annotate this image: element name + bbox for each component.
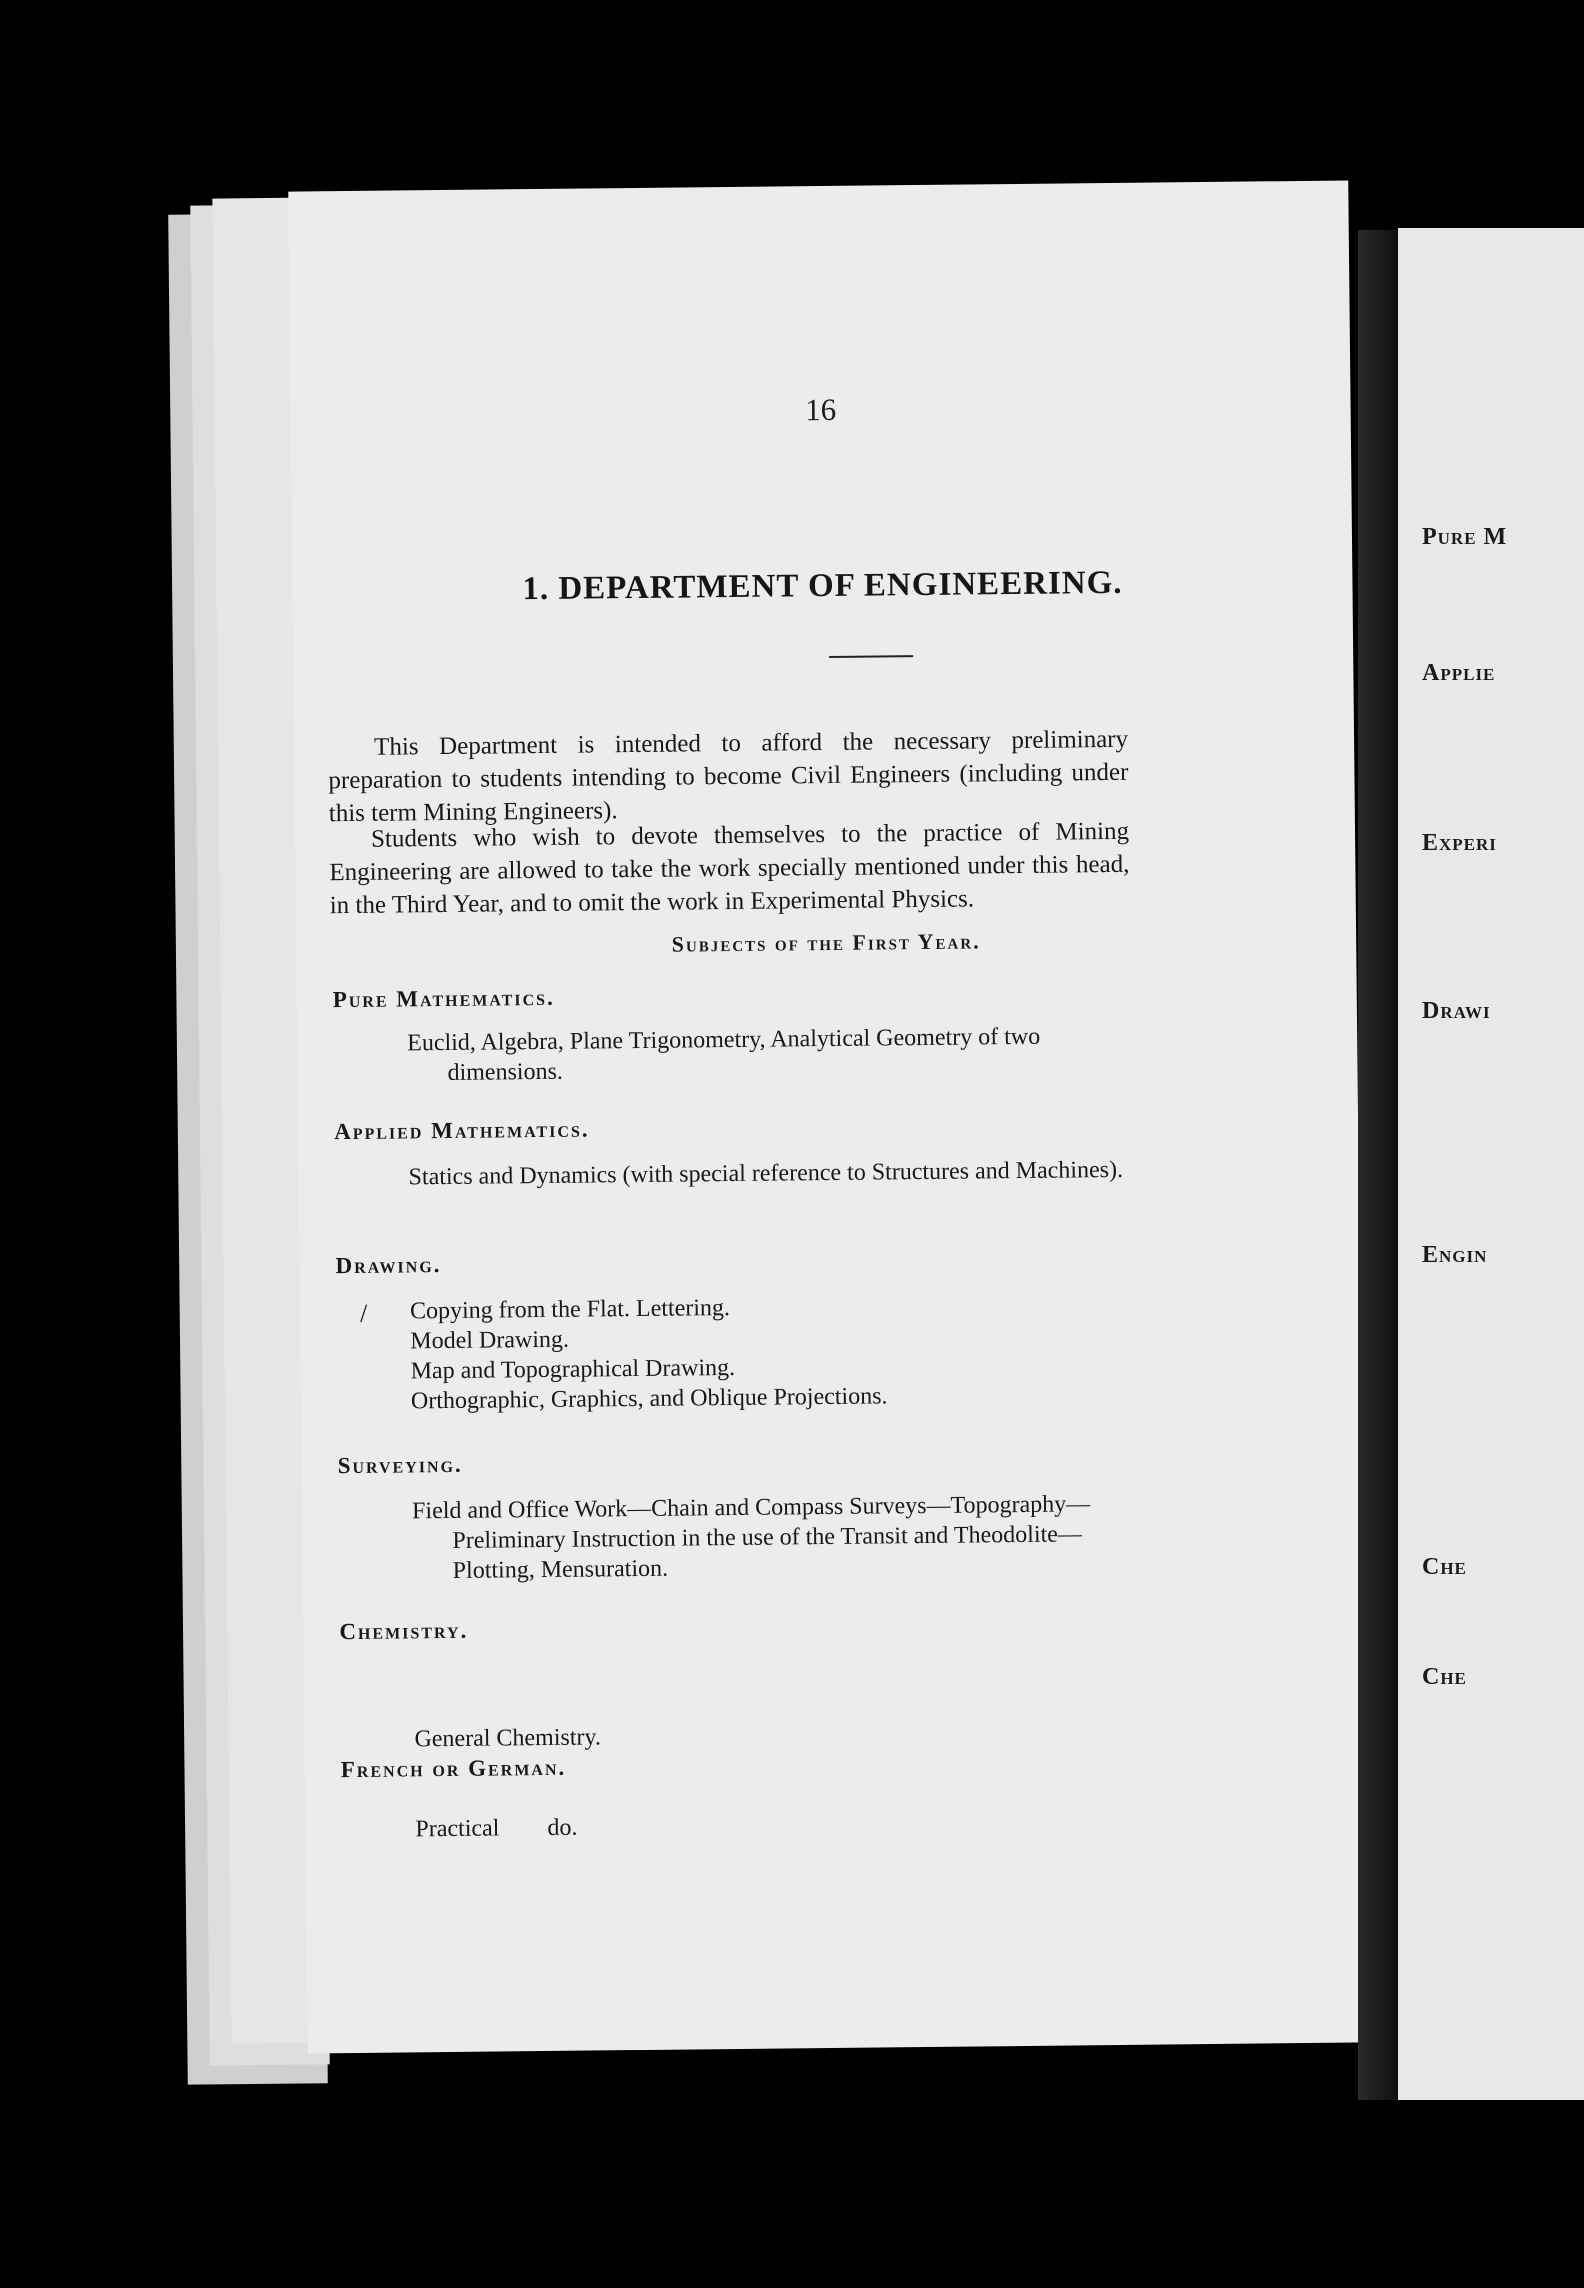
facing-heading: Experi xyxy=(1422,830,1497,856)
surveying-text: Field and Office Work—Chain and Compass Surveys—Topography—Preliminary Instruction in the use of the Transit and Theodolite—Plotting, Mensuration. xyxy=(411,1491,1091,1584)
facing-heading: Che xyxy=(1422,1554,1467,1580)
pure-math-text: Euclid, Algebra, Plane Trigonometry, Analytical Geometry of two dimensions. xyxy=(407,1023,1041,1086)
chemistry-item: Practical do. xyxy=(415,1814,578,1843)
surveying-item xyxy=(412,1489,1153,1587)
book-gutter xyxy=(1358,230,1402,2100)
applied-math-item xyxy=(408,1155,1148,1193)
pure-math-item xyxy=(407,1021,1148,1089)
drawing-item: Map and Topographical Drawing. xyxy=(410,1354,736,1385)
section-heading-languages: French or German. xyxy=(340,1754,567,1783)
section-heading-chemistry: Chemistry. xyxy=(339,1617,469,1645)
section-heading-applied-math: Applied Mathematics. xyxy=(333,1116,590,1145)
drawing-list xyxy=(410,1289,1151,1417)
drawing-item: Model Drawing. xyxy=(410,1326,570,1355)
facing-heading: Engin xyxy=(1422,1242,1488,1268)
chemistry-item: General Chemistry. xyxy=(414,1724,602,1753)
margin-mark: / xyxy=(359,1298,368,1328)
section-heading-pure-math: Pure Mathematics. xyxy=(332,984,555,1013)
intro-paragraph: This Department is intended to afford the necessary preliminary preparation to students intending to become Civil Engineers (including under this term Mining Engineers). xyxy=(328,725,1129,828)
first-year-subheading: Subjects of the First Year. xyxy=(671,928,981,957)
title-rule xyxy=(829,655,913,658)
facing-heading: Drawi xyxy=(1422,998,1491,1024)
page-number: 16 xyxy=(804,391,837,428)
applied-math-text: Statics and Dynamics (with special reference to Structures and Machines). xyxy=(408,1156,1124,1191)
section-heading-drawing: Drawing. xyxy=(335,1252,442,1279)
book-page xyxy=(288,181,1367,2054)
facing-page xyxy=(1398,228,1584,2100)
page-title: 1. DEPARTMENT OF ENGINEERING. xyxy=(522,564,1123,608)
facing-heading: Pure M xyxy=(1422,524,1508,550)
mining-paragraph: Students who wish to devote themselves to the practice of Mining Engineering are allowed to take the work specially mentioned under this head, in the Third Year, and to omit the work in Experimental Physics. xyxy=(329,817,1130,920)
facing-heading: Applie xyxy=(1422,660,1496,686)
drawing-item: Orthographic, Graphics, and Oblique Projections. xyxy=(410,1383,888,1415)
drawing-item: Copying from the Flat. Lettering. xyxy=(409,1295,731,1325)
section-heading-surveying: Surveying. xyxy=(337,1451,463,1479)
facing-heading: Che xyxy=(1422,1664,1467,1690)
